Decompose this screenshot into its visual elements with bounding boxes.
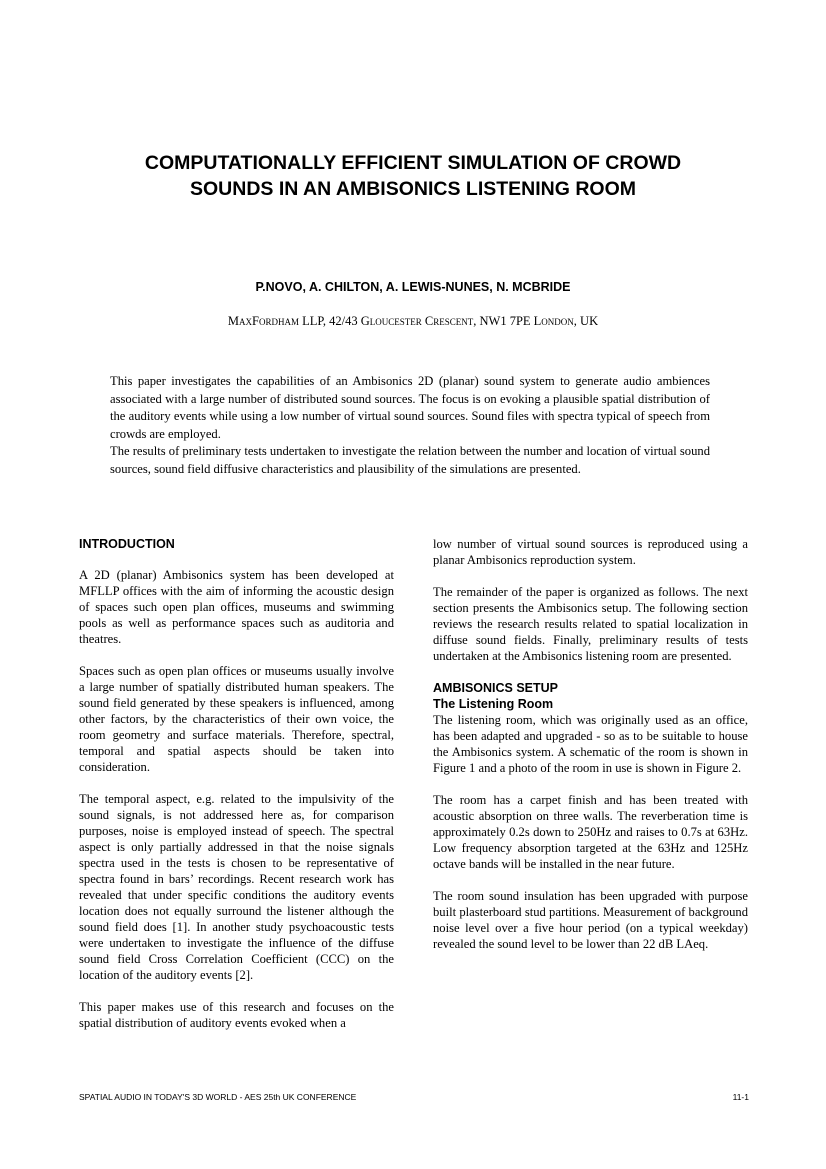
body-paragraph: The room sound insulation has been upgraded with purpose built plasterboard stud partitions. Measurement of background noise level over a five hour period (on a typical weekday) revealed the sound level to be lower than 22 dB LAeq. [433,889,748,951]
body-paragraph: The remainder of the paper is organized as follows. The next section presents the Ambisonics setup. The following section reviews the research results related to spatial localization in diffuse sound fields. Finally, preliminary results of tests undertaken at the Ambisonics listening room are presented. [433,585,748,663]
subsection-heading-listening-room: The Listening Room [433,697,554,711]
page-number: 11-1 [732,1092,749,1102]
body-paragraph: low number of virtual sound sources is reproduced using a planar Ambisonics reproduction system. [433,537,748,567]
affiliation: MaxFordham LLP, 42/43 Gloucester Crescent, NW1 7PE London, UK [227,314,599,328]
footer-conference: SPATIAL AUDIO IN TODAY'S 3D WORLD - AES 25th UK CONFERENCE [79,1092,357,1102]
abstract [110,373,710,479]
body-paragraph: The room has a carpet finish and has been treated with acoustic absorption on three walls. The reverberation time is approximately 0.2s down to 250Hz and raises to 0.7s at 63Hz. Low frequency absorption targeted at the 63Hz and 125Hz octave bands will be installed in the near future. [433,793,748,871]
body-paragraph: A 2D (planar) Ambisonics system has been developed at MFLLP offices with the aim of informing the acoustic design of spaces such open plan offices, museums and swimming pools as well as performance spaces such as auditoria and theatres. [79,568,394,646]
abstract-paragraph: The results of preliminary tests undertaken to investigate the relation between the number and location of virtual sound sources, sound field diffusive characteristics and plausibility of the simulations are presented. [110,444,710,476]
author-list: P.NOVO, A. CHILTON, A. LEWIS-NUNES, N. MCBRIDE [255,280,571,294]
body-paragraph: This paper makes use of this research and focuses on the spatial distribution of auditory events evoked when a [79,1000,394,1030]
body-paragraph: The listening room, which was originally used as an office, has been adapted and upgraded - so as to be suitable to house the Ambisonics system. A schematic of the room is shown in Figure 1 and a photo of the room in use is shown in Figure 2. [433,713,748,775]
left-column [79,536,394,1047]
abstract-paragraph: This paper investigates the capabilities of an Ambisonics 2D (planar) sound system to generate audio ambiences associated with a large number of distributed sound sources. The focus is on evoking a plausible spatial distribution of the auditory events while using a low number of virtual sound sources. Sound files with spectra typical of speech from crowds are employed. [110,374,710,441]
title-line-2: SOUNDS IN AN AMBISONICS LISTENING ROOM [190,178,636,200]
title-line-1: COMPUTATIONALLY EFFICIENT SIMULATION OF CROWD [144,152,682,174]
paper-title [80,150,746,202]
right-column [433,536,748,968]
body-paragraph: Spaces such as open plan offices or museums usually involve a large number of spatially distributed human speakers. The sound field generated by these speakers is influenced, among other factors, by the characteristics of their own voice, the room geometry and surface materials. Therefore, spectral, temporal and spatial aspects should be taken into consideration. [79,664,394,774]
section-heading-introduction: INTRODUCTION [79,537,175,551]
body-paragraph: The temporal aspect, e.g. related to the impulsivity of the sound signals, is not addressed here as, for comparison purposes, noise is employed instead of speech. The spectral aspect is only partially addressed in that the noise signals spectra used in the tests is chosen to be representative of spectra found in bars’ recordings. Recent research work has revealed that under specific conditions the auditory events location does not equally surround the listener although the sound field does [1]. In another study psychoacoustic tests were undertaken to investigate the influence of the diffuse sound field Cross Correlation Coefficient (CCC) on the location of the auditory events [2]. [79,792,394,982]
section-heading-ambisonics-setup: AMBISONICS SETUP [433,681,559,695]
